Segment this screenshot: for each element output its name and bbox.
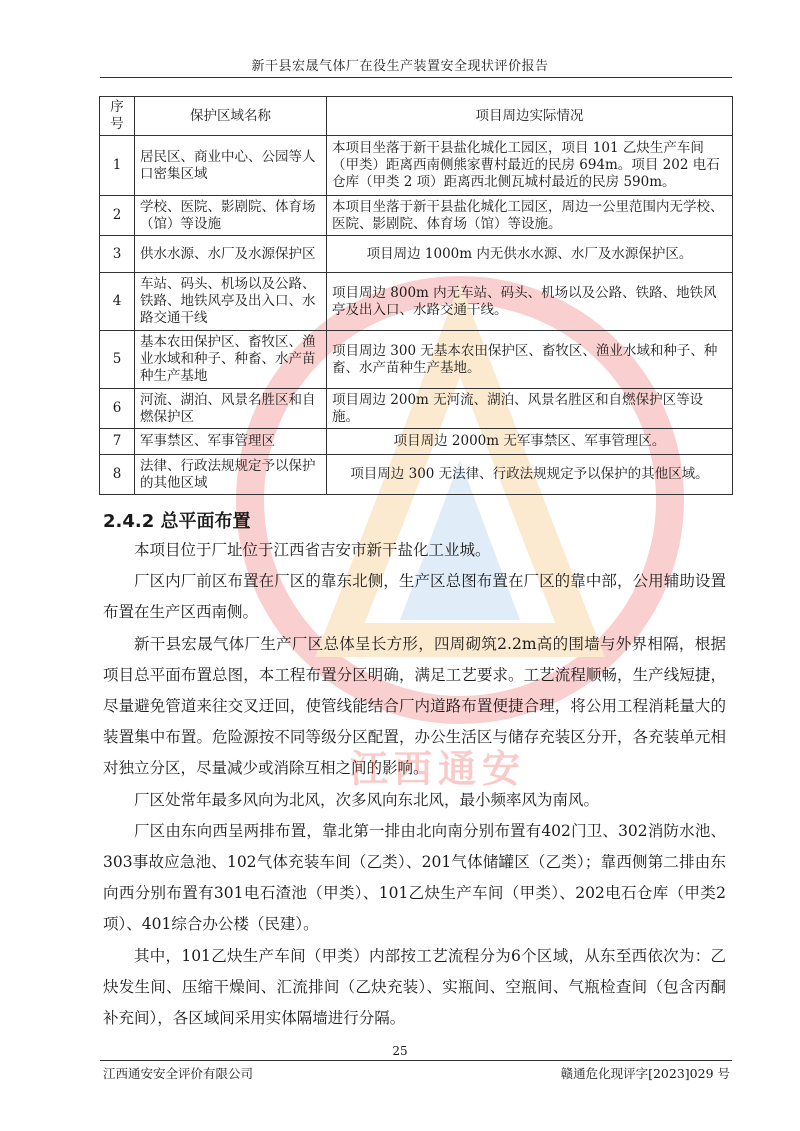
row-no: 7 <box>100 429 135 455</box>
header-area: 保护区域名称 <box>135 97 327 136</box>
row-desc: 项目周边 800m 内无车站、码头、机场以及公路、铁路、地铁风亭及出入口、水路交通干线。 <box>327 273 733 331</box>
table-row <box>100 236 733 273</box>
row-area: 居民区、商业中心、公园等人口密集区域 <box>135 136 327 196</box>
watermark-text: 江西通安 <box>350 747 527 791</box>
table-row <box>100 429 733 455</box>
paragraph: 厂区处常年最多风向为北风，次多风向东北风，最小频率风为南风。 <box>134 790 600 809</box>
row-area: 学校、医院、影剧院、体育场（馆）等设施 <box>135 196 327 236</box>
page-number: 25 <box>392 1044 408 1058</box>
paragraph: 厂区由东向西呈两排布置，靠北第一排由北向南分别布置有402门卫、302消防水池、303事故应急池、102气体充装车间（乙类）、201气体储罐区（乙类）；靠西侧第二排由东向西分别布置有301电石渣池（甲类）、101乙炔生产车间（甲类）、202电石仓库（甲类2项）、401综合办公楼（民建）。 <box>103 821 726 934</box>
row-no: 8 <box>100 455 135 495</box>
row-area: 车站、码头、机场以及公路、铁路、地铁风亭及出入口、水路交通干线 <box>135 273 327 331</box>
table-row <box>100 196 733 236</box>
paragraph: 本项目位于厂址位于江西省吉安市新干盐化工业城。 <box>134 541 491 559</box>
table-row <box>100 455 733 495</box>
row-desc: 项目周边 300 无基本农田保护区、畜牧区、渔业水域和种子、种畜、水产苗种生产基地。 <box>327 331 733 389</box>
header-no: 序号 <box>100 97 135 136</box>
header-divider <box>100 77 732 78</box>
paragraph: 厂区内厂前区布置在厂区的靠东北侧，生产区总图布置在厂区的靠中部，公用辅助设置布置在生产区西南侧。 <box>103 572 726 622</box>
row-no: 4 <box>100 273 135 331</box>
footer-doc-number: 赣通危化现评字[2023]029 号 <box>560 1066 730 1081</box>
protected-areas-table <box>99 96 733 495</box>
paragraph: 其中，101乙炔生产车间（甲类）内部按工艺流程分为6个区域，从东至西依次为：乙炔发生间、压缩干燥间、汇流排间（乙炔充装）、实瓶间、空瓶间、气瓶检查间（包含丙酮补充间），各区域间采用实体隔墙进行分隔。 <box>103 946 726 1028</box>
row-area: 法律、行政法规规定予以保护的其他区域 <box>135 455 327 495</box>
row-area: 河流、湖泊、风景名胜区和自燃保护区 <box>135 389 327 429</box>
paragraph: 新干县宏晟气体厂生产厂区总体呈长方形，四周砌筑2.2m高的围墙与外界相隔，根据项目总平面布置总图，本工程布置分区明确，满足工艺要求。工艺流程顺畅，生产线短捷，尽量避免管道来往交叉迂回，使管线能结合厂内道路布置便捷合理，将公用工程消耗量大的装置集中布置。危险源按不同等级分区配置，办公生活区与储存充装区分开，各充装单元相对独立分区，尽量减少或消除互相之间的影响。 <box>103 634 726 778</box>
footer-company: 江西通安安全评价有限公司 <box>103 1066 254 1081</box>
table-row <box>100 136 733 196</box>
row-desc: 项目周边 1000m 内无供水水源、水厂及水源保护区。 <box>327 236 733 273</box>
row-area: 基本农田保护区、畜牧区、渔业水域和种子、种畜、水产苗种生产基地 <box>135 331 327 389</box>
table-row <box>100 389 733 429</box>
row-desc: 本项目坐落于新干县盐化城化工园区，项目 101 乙炔生产车间（甲类）距离西南侧熊家曹村最近的民房 694m。项目 202 电石仓库（甲类 2 项）距离西北侧瓦城村最近的民房 590m。 <box>327 136 733 196</box>
row-desc: 项目周边 300 无法律、行政法规规定予以保护的其他区域。 <box>327 455 733 495</box>
row-desc: 项目周边 200m 无河流、湖泊、风景名胜区和自燃保护区等设施。 <box>327 389 733 429</box>
row-area: 军事禁区、军事管理区 <box>135 429 327 455</box>
header-desc: 项目周边实际情况 <box>327 97 733 136</box>
table-row <box>100 331 733 389</box>
section-heading: 2.4.2 总平面布置 <box>103 511 251 532</box>
row-desc: 项目周边 2000m 无军事禁区、军事管理区。 <box>327 429 733 455</box>
row-no: 3 <box>100 236 135 273</box>
row-area: 供水水源、水厂及水源保护区 <box>135 236 327 273</box>
document-header-title: 新干县宏晟气体厂在役生产装置安全现状评价报告 <box>251 59 549 74</box>
row-no: 1 <box>100 136 135 196</box>
table-row <box>100 273 733 331</box>
table-header-row <box>100 97 733 136</box>
footer-divider <box>100 1060 732 1061</box>
row-no: 5 <box>100 331 135 389</box>
row-no: 2 <box>100 196 135 236</box>
row-no: 6 <box>100 389 135 429</box>
row-desc: 本项目坐落于新干县盐化城化工园区，周边一公里范围内无学校、医院、影剧院、体育场（馆）等设施。 <box>327 196 733 236</box>
